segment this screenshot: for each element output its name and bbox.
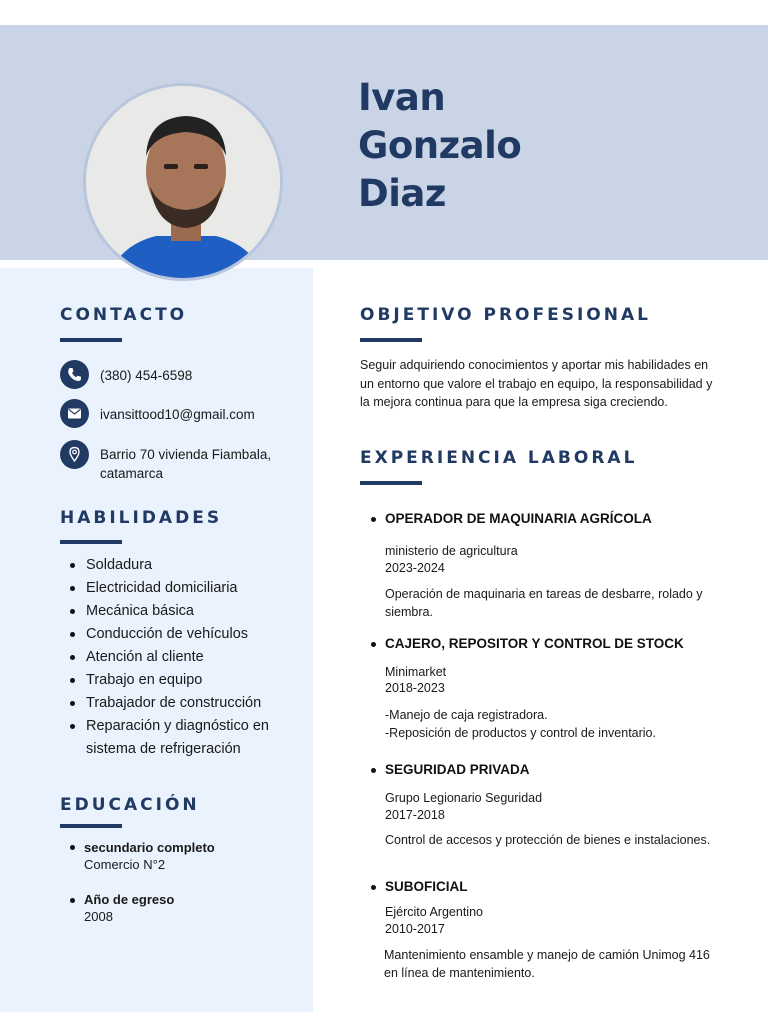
job-description <box>385 832 720 850</box>
skills-heading-rule <box>60 540 122 544</box>
job-title: SUBOFICIAL <box>385 879 468 894</box>
list-item: Mecánica básica <box>86 600 296 623</box>
name-line-middle: Gonzalo <box>358 124 522 167</box>
job-title: CAJERO, REPOSITOR Y CONTROL DE STOCK <box>385 636 684 651</box>
list-bullet <box>70 898 75 903</box>
list-item: Soldadura <box>86 554 296 577</box>
education-item <box>84 839 215 873</box>
list-item: Conducción de vehículos <box>86 623 296 646</box>
skills-heading: HABILIDADES <box>60 508 223 528</box>
profile-photo <box>83 83 283 281</box>
list-bullet <box>70 845 75 850</box>
contact-heading: CONTACTO <box>60 305 188 325</box>
job-title: SEGURIDAD PRIVADA <box>385 762 530 777</box>
objective-text: Seguir adquiriendo conocimientos y aportar mis habilidades en un entorno que valore el trabajo en equipo, la responsabilidad y la mejora continua para que la empresa siga creciendo. <box>360 358 713 409</box>
location-pin-icon <box>60 440 89 469</box>
contact-address-line2: catamarca <box>100 466 164 481</box>
education-item-detail: Comercio N°2 <box>84 857 166 872</box>
job-description-line: Control de accesos y protección de bienes e instalaciones. <box>385 833 711 847</box>
job-period: 2017-2018 <box>385 808 445 822</box>
job-company: ministerio de agricultura <box>385 544 518 558</box>
list-item-continuation: sistema de refrigeración <box>86 741 241 757</box>
contact-address <box>100 445 271 483</box>
contact-phone: (380) 454-6598 <box>100 368 193 383</box>
job-company: Minimarket <box>385 665 447 679</box>
education-item-title: secundario completo <box>84 840 215 855</box>
job-period: 2023-2024 <box>385 561 445 575</box>
email-icon <box>60 399 89 428</box>
objective-heading: OBJETIVO PROFESIONAL <box>360 305 651 325</box>
list-bullet <box>371 885 376 890</box>
education-heading-rule <box>60 824 122 828</box>
education-heading: EDUCACIÓN <box>60 795 200 815</box>
experience-heading-rule <box>360 481 422 485</box>
list-bullet <box>371 517 376 522</box>
job-title: OPERADOR DE MAQUINARIA AGRÍCOLA <box>385 511 652 526</box>
list-item: Electricidad domiciliaria <box>86 577 296 600</box>
phone-icon <box>60 360 89 389</box>
full-name <box>358 74 521 218</box>
job-description-line: -Reposición de productos y control de inventario. <box>385 725 656 740</box>
list-item: Trabajo en equipo <box>86 669 296 692</box>
education-item-title: Año de egreso <box>84 892 175 907</box>
job-company: Grupo Legionario Seguridad <box>385 791 543 805</box>
job-description-line: Mantenimiento ensamble y manejo de camión Unimog 416 en línea de mantenimiento. <box>384 948 710 980</box>
job-description <box>384 947 719 982</box>
job-period: 2010-2017 <box>385 922 445 936</box>
job-company: Ejército Argentino <box>385 905 483 919</box>
objective-heading-rule <box>360 338 422 342</box>
portrait-illustration <box>86 86 283 281</box>
list-item: Trabajador de construcción <box>86 692 296 715</box>
education-item <box>84 891 174 925</box>
contact-heading-rule <box>60 338 122 342</box>
name-line-first: Ivan <box>358 76 446 119</box>
list-bullet <box>371 768 376 773</box>
job-description <box>385 707 720 742</box>
job-description-line: Operación de maquinaria en tareas de desbarre, rolado y siembra. <box>385 587 703 619</box>
job-description-line: -Manejo de caja registradora. <box>385 708 548 722</box>
list-item: Reparación y diagnóstico en <box>86 715 296 738</box>
job-description <box>385 586 720 621</box>
experience-heading: EXPERIENCIA LABORAL <box>360 448 638 468</box>
contact-email: ivansittood10@gmail.com <box>100 407 255 422</box>
skills-list <box>86 554 296 761</box>
list-item: Atención al cliente <box>86 646 296 669</box>
name-line-last: Diaz <box>358 172 446 215</box>
list-bullet <box>371 642 376 647</box>
contact-address-line1: Barrio 70 vivienda Fiambala, <box>100 447 272 462</box>
education-item-detail: 2008 <box>84 909 113 924</box>
job-period: 2018-2023 <box>385 681 445 695</box>
